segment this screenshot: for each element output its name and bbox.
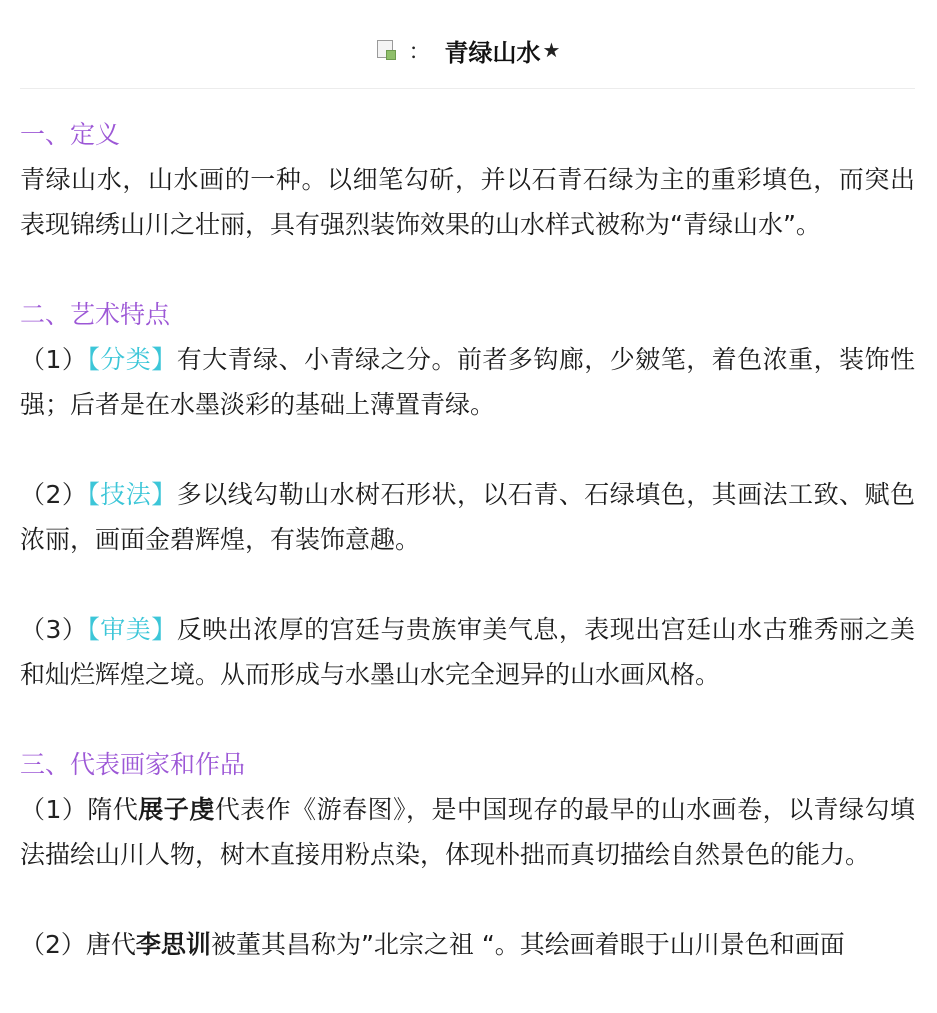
broken-image-icon — [377, 40, 397, 60]
item-number: （2） — [20, 480, 88, 509]
item-number: （1） — [20, 345, 88, 374]
page-title: 青绿山水 — [444, 38, 541, 67]
item-text: 代表作《游春图》，是中国现存的最早的山水画卷，以青绿勾填法描绘山川人物，树木直接用粉点染，体现朴拙而真切描绘自然景色的能力。 — [20, 795, 915, 869]
item-text: 反映出浓厚的宫廷与贵族审美气息，表现出宫廷山水古雅秀丽之美和灿烂辉煌之境。从而形成与水墨山水完全迥异的山水画风格。 — [20, 615, 915, 689]
feature-item — [20, 337, 915, 427]
article-header — [0, 26, 937, 74]
item-text: 有大青绿、小青绿之分。前者多钩廊，少皴笔，着色浓重，装饰性强；后者是在水墨淡彩的基础上薄置青绿。 — [20, 345, 915, 419]
item-number: （2） — [20, 930, 86, 959]
section-heading-definition: 一、定义 — [20, 120, 121, 149]
item-era: 隋代 — [87, 795, 139, 824]
item-tag: 【分类】 — [87, 345, 177, 374]
item-text: 多以线勾勒山水树石形状，以石青、石绿填色，其画法工致、赋色浓丽，画面金碧辉煌，有装饰意趣。 — [20, 480, 915, 554]
section-heading-features: 二、艺术特点 — [20, 300, 171, 329]
item-text: 被董其昌称为”北宗之祖 “。其绘画着眼于山川景色和画面 — [210, 930, 845, 959]
artist-item — [20, 922, 915, 967]
item-tag: 【技法】 — [87, 480, 177, 509]
section-heading-artists: 三、代表画家和作品 — [20, 750, 246, 779]
title-colon: ： — [408, 39, 431, 65]
article-body — [20, 112, 915, 967]
feature-item — [20, 607, 915, 697]
star-icon: ★ — [542, 38, 561, 62]
item-number: （1） — [20, 795, 88, 824]
item-era: 唐代 — [85, 930, 136, 959]
artist-item — [20, 787, 915, 877]
item-number: （3） — [20, 615, 88, 644]
artist-name: 展子虔 — [138, 795, 215, 824]
artist-name: 李思训 — [135, 930, 211, 959]
feature-item — [20, 472, 915, 562]
header-divider — [20, 88, 915, 89]
definition-paragraph: 青绿山水，山水画的一种。以细笔勾斫，并以石青石绿为主的重彩填色，而突出表现锦绣山川之壮丽，具有强烈装饰效果的山水样式被称为“青绿山水”。 — [20, 165, 915, 239]
item-tag: 【审美】 — [87, 615, 177, 644]
